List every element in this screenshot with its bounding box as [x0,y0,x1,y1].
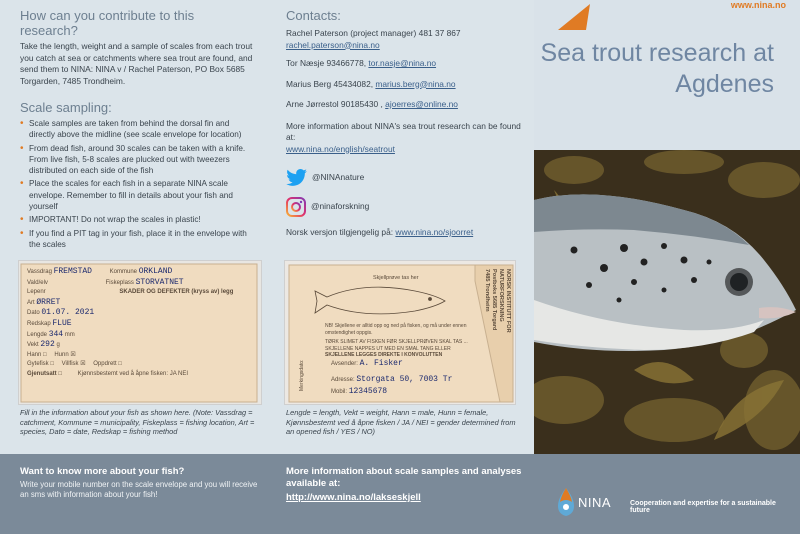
list-item: • IMPORTANT! Do not wrap the scales in plastic! [20,214,254,225]
list-item: • If you find a PIT tag in your fish, place it in the envelope with the scales [20,228,254,251]
scale-card-photo: Vassdrag FREMSTAD Kommune ORKLAND Vald/elv Fiskeplass STORVATNET Lepenr SKADER OG DEFEKTER (kryss av) legg Art ØRRET Dato 01.07. 2021 Redskap FLUE Lengde 344 mm Vekt 292 g Hann □ Hunn ☒ Gytefisk □ Villfisk ☒ Oppdrett □ Gjenutsatt □ Kjønnsbestemt ved å åpne fisken: JA NEI [18,260,262,405]
nina-logo-text: NINA [578,494,612,510]
vekt-label: Vekt [27,342,39,349]
instagram-icon [286,197,306,217]
twitter-row[interactable] [286,169,524,187]
instructions-text: NB! Skjellene er alltid opp og ned på fisken, og må under ennen omstendighet oppgis. [325,323,467,336]
kommune-value: ORKLAND [138,267,173,276]
fiskeplass-value: STORVATNET [135,277,184,287]
fiskeplass-label: Fiskeplass [105,279,134,286]
contact-3-email[interactable]: marius.berg@nina.no [375,78,456,89]
art-value: ØRRET [36,297,61,307]
card-caption: Fill in the information about your fish as shown here. (Note: Vassdrag = catchment, Kommune = municipality, Fiskeplass = fishing location, Art = species, Dato = date, Redskap = fishing method [20,408,255,437]
more-info-text: More information about NINA's sea trout research can be found at: [286,120,521,142]
nina-logo [556,486,611,518]
footer [0,454,800,534]
villfisk-label: Villfisk [61,361,79,368]
contact-4-name: Arne Jørrestol 90185430 , [286,99,383,109]
grunn-text: TØRK SLIMET AV FISKEN FØR SKJELLPRØVEN SKAL TAS ... SKJELLENE NAPPES UT MED EN SMAL TANG ELLER [325,339,468,352]
contact-1-email[interactable]: rachel.paterson@nina.no [286,39,380,50]
mobil-label: Mobil: [331,389,348,395]
list-item: • Place the scales for each fish in a separate NINA scale envelope. Remember to fill in details about your fish and yourself [20,178,254,212]
lepenr-label: Lepenr [27,289,46,296]
adresse-value: Storgata 50, 7003 Tr [356,375,453,384]
institute-line: Postboks 5685 Torgard [491,269,497,331]
institute-line: NORSK INSTITUTT FOR [505,269,511,333]
ja-nei: JA NEI [169,370,189,377]
institute-line: NATURFORSKNING [498,269,504,322]
avsender-label: Avsender: [331,361,358,367]
institute-address [481,269,511,389]
instagram-handle: @ninaforskning [311,201,370,212]
contact-1-name: Rachel Paterson (project manager) 481 37 867 [286,28,461,38]
twitter-handle: @NINAnature [312,172,365,183]
scale-sampling-list [20,118,254,250]
contact-2-name: Tor Næsje 93466778, [286,58,367,68]
gytefisk-label: Gytefisk [27,361,49,368]
mobil-value: 12345678 [348,387,388,396]
contact-2 [286,58,524,70]
oppdrett-label: Oppdrett [93,361,117,368]
gjenutsatt-label: Gjenutsatt [27,370,57,377]
vald-label: Vald/elv [27,279,48,286]
contact-4 [286,99,524,111]
norwegian-version [286,227,524,239]
scale-sampling-heading: Scale sampling: [20,100,112,115]
instagram-row[interactable] [286,197,524,217]
contribute-heading: How can you contribute to this research? [20,8,195,38]
skjellprove-label: Skjellprøve tas her [373,275,419,281]
nina-logo-icon [556,486,576,518]
contact-1 [286,28,524,51]
site-url[interactable]: www.nina.no [730,0,786,10]
kommune-label: Kommune [109,269,138,275]
contribute-text: Take the length, weight and a sample of scales from each trout you catch at sea or catchments where sea trout are found, and send them to NINA: NINA v / Rachel Paterson, PO Box 5685 Torgarden, 7485 Trondheim. [20,41,253,86]
contacts-heading: Contacts: [286,8,341,23]
footer-mid-link[interactable]: http://www.nina.no/lakseskjell [286,492,421,503]
hunn-label: Hunn [54,351,69,358]
hann-label: Hann [27,351,42,358]
redskap-value: FLUE [52,318,72,328]
footer-left-heading: Want to know more about your fish? [20,466,185,477]
more-info-link[interactable]: www.nina.no/english/seatrout [286,143,395,154]
adresse-label: Adresse: [331,377,355,383]
contact-4-email[interactable]: ajoerres@online.no [385,99,458,109]
footer-left [20,466,260,500]
footer-left-text: Write your mobile number on the scale envelope and you will receive an sms with information about your fish! [20,480,258,499]
institute-line: 7485 Trondheim [484,269,490,312]
mobil-row [331,387,387,396]
page-title: Sea trout research at Agdenes [540,39,774,98]
envelope-photo [284,260,516,405]
kjonn-label: Kjønnsbestemt ved å åpne fisken: [77,370,169,377]
vekt-value: 292 [40,340,55,350]
footer-mid-heading: More information about scale samples and analyses available at: [286,466,522,489]
redskap-label: Redskap [27,320,51,327]
norsk-link[interactable]: www.nina.no/sjoorret [395,227,474,237]
unntak-text: SKJELLENE LEGGES DIREKTE I KONVOLUTTEN [325,352,443,358]
more-info [286,121,524,156]
envelope-caption: Lengde = length, Vekt = weight, Hann = male, Hunn = female, Kjønnsbestemt ved å åpne fisken / JA / NEI = gender determined from an opened fish / YES / NO) [286,408,516,437]
vassdrag-label: Vassdrag [27,269,52,275]
lengde-value: 344 [48,329,64,339]
norsk-text: Norsk versjon tilgjengelig på: [286,227,394,237]
art-label: Art [27,299,35,306]
contact-3 [286,79,524,91]
lengde-label: Lengde [27,331,48,338]
vekt-unit: g [56,342,60,349]
adresse-row [331,375,452,384]
orange-triangle-icon [556,2,592,32]
skader-label: SKADER OG DEFEKTER (kryss av) legg [119,289,234,296]
footer-tagline: Cooperation and expertise for a sustainable future [630,500,776,514]
dato-value: 01.07. 2021 [41,308,95,318]
vassdrag-value: FREMSTAD [53,267,92,276]
envelope-instructions [325,323,475,359]
cover-panel [534,0,800,454]
avsender-value: A. Fisker [359,359,403,368]
contact-2-email[interactable]: tor.nasje@nina.no [368,58,437,68]
sea-trout-photo [534,150,800,454]
list-item: • From dead fish, around 30 scales can be taken with a knife. From live fish, 5-8 scales are plucked out with tweezers distributed on each side of the fish [20,143,254,177]
merking-label: Merkingsdato: [299,359,305,391]
list-item: • Scale samples are taken from behind the dorsal fin and directly above the midline (see scale envelope for location) [20,118,254,141]
twitter-icon [286,169,308,187]
avsender-row [331,359,403,368]
lengde-unit: mm [64,331,75,338]
footer-middle [286,466,526,504]
contact-3-name: Marius Berg 45434082, [286,78,374,89]
dato-label: Dato [27,310,40,317]
